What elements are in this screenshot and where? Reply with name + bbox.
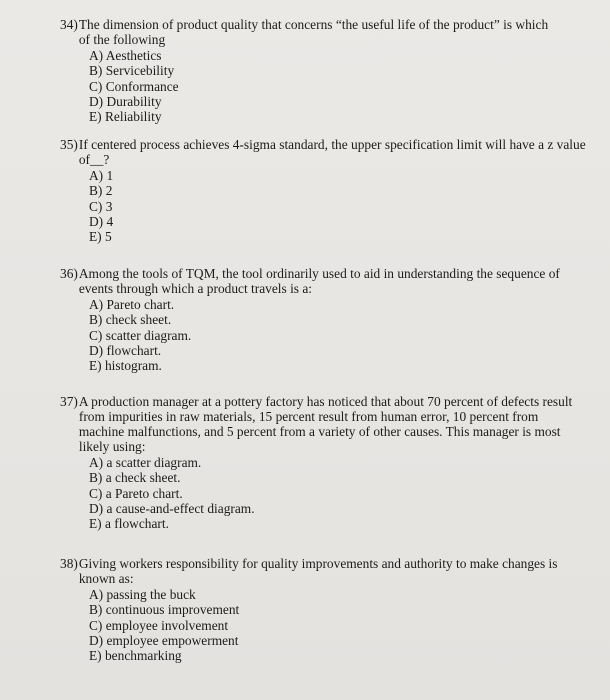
option-d: D) employee empowerment [89,632,239,648]
option-c: C) employee involvement [89,617,229,633]
question-36 [60,266,600,373]
question-stem [60,394,600,454]
option-d: D) flowchart. [89,342,162,358]
answer-options [89,297,600,373]
question-38 [60,556,600,663]
question-stem [60,137,600,167]
question-number: 37) [60,394,78,409]
question-text: If centered process achieves 4-sigma standard, the upper specification limit will have a z value of__? [78,137,586,167]
question-34 [60,17,600,124]
answer-options [89,587,600,663]
question-stem [60,556,600,586]
option-b: B) Servicebility [89,63,175,79]
question-stem [60,266,600,296]
option-d: D) a cause-and-effect diagram. [89,500,255,516]
question-number: 35) [60,137,78,152]
option-b: B) check sheet. [89,312,172,328]
option-b: B) continuous improvement [89,602,240,618]
question-number: 38) [60,556,78,571]
option-c: C) 3 [89,198,113,214]
option-a: A) Aesthetics [89,48,162,63]
question-text: Among the tools of TQM, the tool ordinarily used to aid in understanding the sequence of events through which a product travels is a: [78,266,560,296]
option-d: D) 4 [89,213,114,229]
answer-options [89,48,600,124]
option-c: C) Conformance [89,78,179,94]
option-c: C) scatter diagram. [89,327,192,343]
option-a: A) Pareto chart. [89,297,175,312]
option-a: A) a scatter diagram. [89,455,202,470]
answer-options [89,455,600,531]
option-e: E) 5 [89,229,112,245]
option-b: B) 2 [89,183,113,199]
question-text: Giving workers responsibility for quality improvements and authority to make changes is known as: [78,556,558,586]
question-stem [60,17,600,47]
question-37 [60,394,600,531]
option-e: E) a flowchart. [89,516,169,532]
question-text: The dimension of product quality that concerns “the useful life of the product” is which of the following [78,17,549,47]
option-b: B) a check sheet. [89,470,181,486]
question-text: A production manager at a pottery factory has noticed that about 70 percent of defects result from impurities in raw materials, 15 percent result from human error, 10 percent from machine malfunctions, and 5 percent from a variety of other causes. This manager is most likely using: [78,394,573,454]
option-e: E) benchmarking [89,648,182,664]
question-35 [60,137,600,244]
option-e: E) histogram. [89,358,162,374]
option-d: D) Durability [89,93,162,109]
option-c: C) a Pareto chart. [89,485,183,501]
option-a: A) passing the buck [89,587,196,602]
question-number: 34) [60,17,78,32]
question-number: 36) [60,266,78,281]
answer-options [89,168,600,244]
option-a: A) 1 [89,168,114,183]
option-e: E) Reliability [89,109,162,125]
